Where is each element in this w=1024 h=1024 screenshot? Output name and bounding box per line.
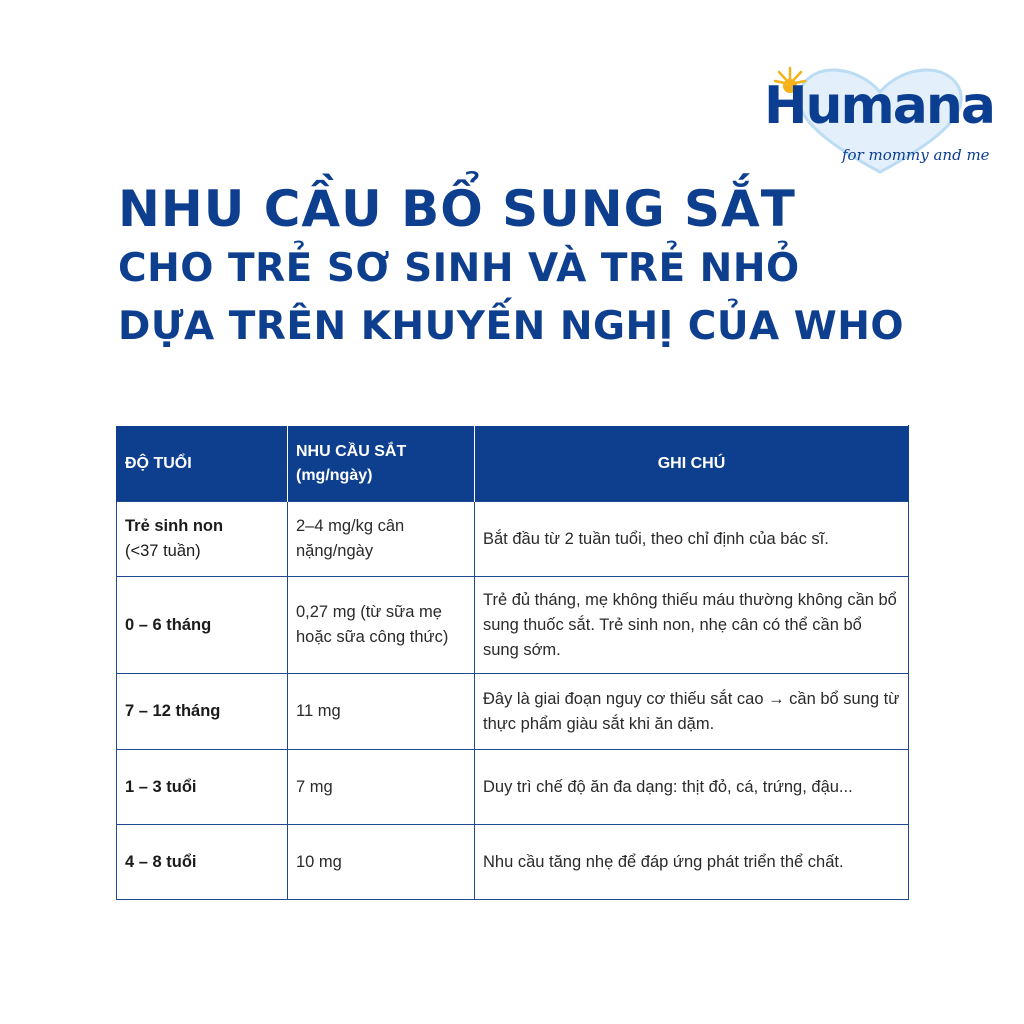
need-cell: 2–4 mg/kg cân nặng/ngày [288,502,475,577]
age-sublabel: (<37 tuần) [125,542,201,560]
header-iron-need: NHU CẦU SẮT (mg/ngày) [288,426,475,502]
logo-wordmark: Humana [764,76,994,136]
table-row [117,577,909,674]
title-line-3: DỰA TRÊN KHUYẾN NGHỊ CỦA WHO [118,304,905,349]
humana-logo [752,58,992,178]
age-cell: 4 – 8 tuổi [117,825,288,900]
need-cell: 10 mg [288,825,475,900]
note-cell: Nhu cầu tăng nhẹ để đáp ứng phát triển thể chất. [475,825,909,900]
table-row [117,674,909,750]
title-line-2: CHO TRẺ SƠ SINH VÀ TRẺ NHỎ [118,246,800,291]
need-cell: 7 mg [288,750,475,825]
need-cell: 0,27 mg (từ sữa mẹ hoặc sữa công thức) [288,577,475,674]
need-cell: 11 mg [288,674,475,750]
age-cell [117,502,288,577]
table-row [117,750,909,825]
age-cell: 0 – 6 tháng [117,577,288,674]
age-cell: 1 – 3 tuổi [117,750,288,825]
table-header-row [117,426,909,502]
iron-needs-table [116,425,909,900]
title-line-1: NHU CẦU BỔ SUNG SẮT [118,180,796,238]
note-cell: Bắt đầu từ 2 tuần tuổi, theo chỉ định của bác sĩ. [475,502,909,577]
table-row [117,502,909,577]
header-age: ĐỘ TUỔI [117,426,288,502]
header-note: GHI CHÚ [475,426,909,502]
age-label: Trẻ sinh non [125,517,224,535]
page-title [118,178,904,356]
table-row [117,825,909,900]
logo-tagline: for mommy and me [842,146,990,164]
note-cell: Đây là giai đoạn nguy cơ thiếu sắt cao → cần bổ sung từ thực phẩm giàu sắt khi ăn dặm. [475,674,909,750]
note-cell: Duy trì chế độ ăn đa dạng: thịt đỏ, cá, trứng, đậu... [475,750,909,825]
age-cell: 7 – 12 tháng [117,674,288,750]
note-cell: Trẻ đủ tháng, mẹ không thiếu máu thường không cần bổ sung thuốc sắt. Trẻ sinh non, nhẹ cân có thể cần bổ sung sớm. [475,577,909,674]
